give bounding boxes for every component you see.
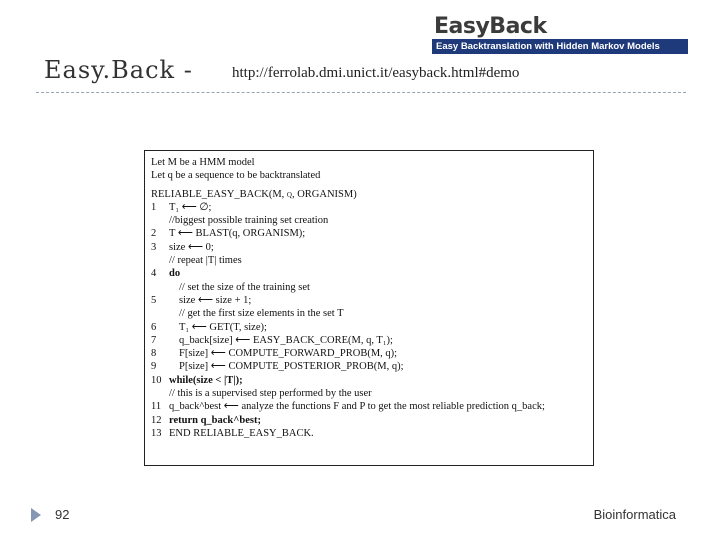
algorithm-figure xyxy=(144,150,594,466)
footer-label: Bioinformatica xyxy=(593,507,676,522)
algorithm-line: 3 size ⟵ 0; xyxy=(151,241,214,253)
algorithm-line: 1 T₁ ⟵ ∅; xyxy=(151,201,212,213)
algorithm-line: 10 while(size < |T|); xyxy=(151,374,243,386)
algorithm-comment: // this is a supervised step performed by the user xyxy=(169,388,372,400)
algorithm-intro-line: Let q be a sequence to be backtranslated xyxy=(151,170,321,182)
demo-url[interactable]: http://ferrolab.dmi.unict.it/easyback.html#demo xyxy=(232,65,520,81)
algorithm-comment: // set the size of the training set xyxy=(179,281,310,293)
algorithm-line: 9 P[size] ⟵ COMPUTE_POSTERIOR_PROB(M, q); xyxy=(151,361,404,373)
procedure-header: RELIABLE_EASY_BACK(M, q, ORGANISM) xyxy=(151,188,357,200)
algorithm-comment: // repeat |T| times xyxy=(169,255,242,267)
logo-wordmark: EasyBack xyxy=(434,14,547,39)
algorithm-line: 13 END RELIABLE_EASY_BACK. xyxy=(151,427,314,439)
algorithm-line: 5 size ⟵ size + 1; xyxy=(151,294,252,306)
algorithm-line: 12 return q_back^best; xyxy=(151,414,261,426)
algorithm-line: 8 F[size] ⟵ COMPUTE_FORWARD_PROB(M, q); xyxy=(151,348,398,360)
algorithm-line: 4 do xyxy=(151,268,181,280)
algorithm-line: 11 q_back^best ⟵ analyze the functions F and P to get the most reliable prediction q_back; xyxy=(151,401,545,413)
slide-title: Easy.Back - xyxy=(44,56,193,84)
page-number: 92 xyxy=(55,507,70,522)
algorithm-comment: //biggest possible training set creation xyxy=(169,215,329,227)
algorithm-intro-line: Let M be a HMM model xyxy=(151,157,255,168)
easyback-logo xyxy=(432,15,688,55)
algorithm-comment: // get the first size elements in the set T xyxy=(179,308,344,320)
algorithm-line: 6 T₁ ⟵ GET(T, size); xyxy=(151,321,267,333)
title-divider xyxy=(36,92,686,93)
algorithm-line: 2 T ⟵ BLAST(q, ORGANISM); xyxy=(151,228,306,240)
bullet-arrow-icon xyxy=(31,508,41,522)
algorithm-line: 7 q_back[size] ⟵ EASY_BACK_CORE(M, q, T₁); xyxy=(151,334,393,346)
logo-tagline: Easy Backtranslation with Hidden Markov Models xyxy=(432,39,688,54)
